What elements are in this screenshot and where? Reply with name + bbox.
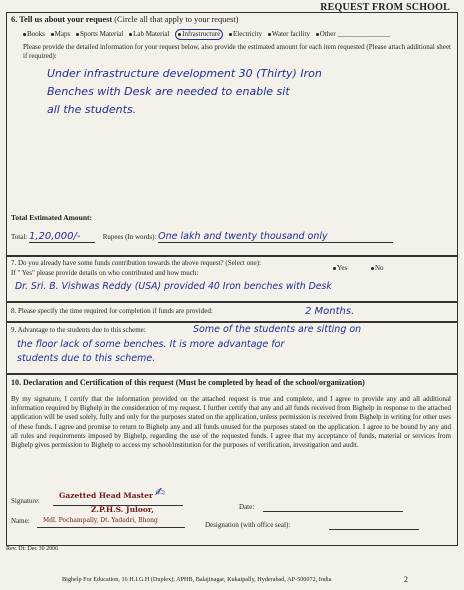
handwritten-line-1: Under infrastructure development 30 (Thirty) Iron [47,67,322,80]
request-options [23,29,463,40]
section-7-box [6,256,458,302]
date-label: Date: [239,503,255,511]
section-8-box [6,302,458,322]
page-header: REQUEST FROM SCHOOL [320,2,450,13]
option-sports-material[interactable]: Sports Material [76,30,123,39]
contribution-details-handwritten: Dr. Sri. B. Vishwas Reddy (USA) provided 40 Iron benches with Desk [15,281,332,292]
option-water-facility[interactable]: Water facility [268,30,310,39]
section-7-followup: If " Yes" please provide details on who contributed and how much: [11,269,199,277]
section-10-title: 10. Declaration and Certification of this request (Must be completed by head of the school/organization) [11,378,365,387]
signature-label: Signature: [11,497,40,505]
advantage-handwritten-line-2: the floor lack of some benches. It is more advantage for [17,339,285,350]
section-8-question: 8. Please specify the time required for completion if funds are provided: [11,307,213,315]
option-lab-material[interactable]: Lab Material [129,30,169,39]
stamp-line-3: Mdl. Pochampally, Dt. Yadadri, Bhong [43,517,158,524]
stamp-line-2: Z.P.H.S. Juloor, [91,505,154,514]
option-no[interactable]: No [371,264,384,273]
request-details-handwritten [47,65,457,119]
handwritten-line-3: all the students. [47,103,137,116]
section-10-box [6,374,458,546]
revision-date: Rev. Dt: Dec 30 2006 [6,546,59,552]
total-row: Total: 1,20,000/- Rupees (In words): One lakh and twenty thousand only [11,233,393,243]
designation-field[interactable] [329,529,419,530]
option-books[interactable]: Books [23,30,45,39]
name-field[interactable] [37,527,185,528]
designation-label: Designation (with office seal): [205,521,291,529]
option-maps[interactable]: Maps [51,30,71,39]
total-estimated-label: Total Estimated Amount: [11,213,92,222]
section-7-question: 7. Do you already have some funds contribution towards the above request? (Select one): [11,259,261,267]
rupees-in-words-field[interactable]: One lakh and twenty thousand only [158,233,393,243]
date-field[interactable] [263,511,403,512]
total-amount-field[interactable]: 1,20,000/- [29,233,95,243]
page-number: 2 [404,575,408,584]
section-9-question: 9. Advantage to the students due to this scheme: [11,326,146,334]
option-yes[interactable]: Yes [333,264,347,273]
option-infrastructure-circled[interactable]: Infrastructure [175,29,223,40]
handwritten-line-2: Benches with Desk are needed to enable sit [47,85,290,98]
option-other[interactable]: Other _______________ [316,30,390,39]
yes-no-select [333,264,388,273]
advantage-handwritten [17,338,284,366]
footer-address: Bighelp For Education, 16 H.I.G.H (Duplex); APHB, Balajinagar, Kukatpally, Hyderabad, AP-500072, India [62,576,332,583]
section-9-box [6,322,458,374]
completion-time-handwritten: 2 Months. [305,306,355,317]
option-electricity[interactable]: Electricity [229,30,262,39]
advantage-handwritten-line-1: Some of the students are sitting on [193,324,362,335]
advantage-handwritten-line-3: students due to this scheme. [17,353,156,364]
declaration-text: By my signature, I certify that the information provided on the attached request is true and complete, and I agree to provide any and all additional information required by Bighelp in the consideration of my request. I further certify that any and all funds received from Bighelp in response to the attached application will be used solely, fully and only for the purposes stated on the application, unless permission is received from Bighelp in writing for other uses of these funds. I agree and promise to return to Bighelp any and all funds unused for the purposes stated on the application. I agree to be bound by any and all rules and requirements imposed by Bighelp, regarding the use of the requested funds. I agree that my acceptance of funds, material or services from Bighelp gives permission to Bighelp to access my school/institution for the purposes of verification, investigation and audit. [11,395,451,450]
section-6-instructions: Please provide the detailed information for your request below, also provide the estimated amount for each item requested (Please attach additional sheet if required): [23,43,451,60]
name-label: Name: [11,517,30,525]
stamp-line-1: Gazetted Head Master [59,491,153,500]
section-6-title: 6. Tell us about your request (Circle all that apply to your request) [11,15,239,24]
signature-scribble: ✍ [155,485,166,499]
section-6-box [6,12,458,256]
